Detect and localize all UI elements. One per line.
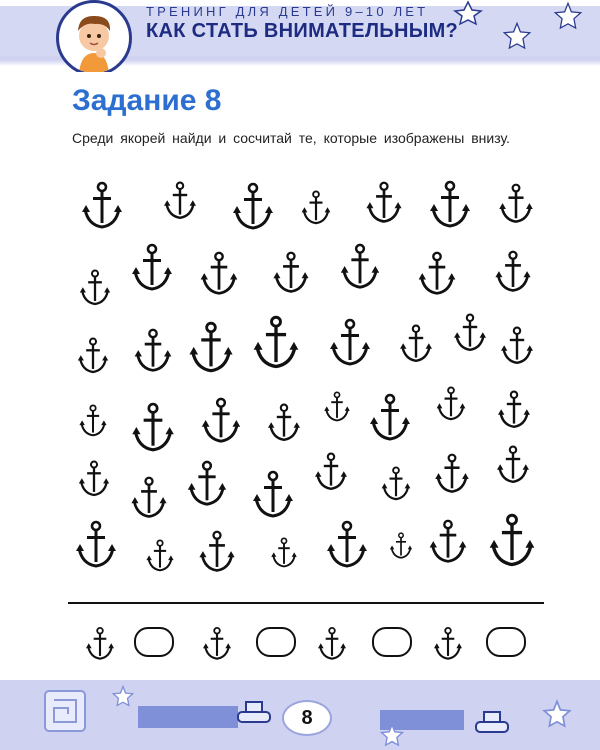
star-icon <box>378 722 406 750</box>
anchor-icon <box>490 515 535 564</box>
anchor-icon <box>254 317 299 366</box>
anchor-icon <box>273 253 308 292</box>
header-title: КАК СТАТЬ ВНИМАТЕЛЬНЫМ? <box>146 20 459 42</box>
anchor-icon <box>164 183 196 218</box>
anchor-icon <box>315 454 347 489</box>
sample-anchor-icon <box>318 628 346 659</box>
anchor-icon <box>499 185 533 222</box>
anchor-icon <box>268 405 300 440</box>
anchor-icon <box>80 271 110 304</box>
anchor-icon <box>82 183 122 227</box>
anchor-icon <box>497 447 529 482</box>
page-number: 8 <box>282 700 332 736</box>
anchor-icon <box>400 326 432 361</box>
task-title: Задание 8 <box>72 84 222 117</box>
answer-box-3[interactable] <box>372 627 412 657</box>
footer-stripe <box>138 706 238 728</box>
anchor-icon <box>188 462 226 504</box>
anchor-icon <box>501 328 533 363</box>
anchor-icon <box>366 183 401 222</box>
anchor-icon <box>382 467 411 499</box>
anchor-icon <box>79 405 106 435</box>
anchor-icon <box>189 323 232 371</box>
anchor-icon <box>135 330 172 370</box>
anchor-icon <box>435 455 469 492</box>
anchor-icon <box>271 538 297 566</box>
anchor-icon <box>454 315 486 350</box>
answer-box-1[interactable] <box>134 627 174 657</box>
answer-box-2[interactable] <box>256 627 296 657</box>
anchor-icon <box>330 320 370 364</box>
anchor-icon <box>495 252 530 291</box>
anchor-icon <box>76 522 116 566</box>
anchor-icon <box>430 521 467 561</box>
header-subtitle: ТРЕНИНГ ДЛЯ ДЕТЕЙ 9–10 ЛЕТ <box>146 4 429 19</box>
anchor-icon <box>79 462 109 495</box>
anchor-icon <box>327 522 367 566</box>
anchor-icon <box>233 184 273 228</box>
anchor-icon <box>201 253 238 293</box>
star-icon <box>540 698 574 732</box>
sample-anchor-icon <box>203 628 231 659</box>
anchor-icon <box>324 392 350 420</box>
anchor-icon <box>132 245 172 289</box>
anchor-icon <box>498 392 530 427</box>
anchor-icon <box>199 532 234 571</box>
anchor-icon <box>437 387 466 419</box>
anchor-icon <box>202 399 240 441</box>
sample-anchor-icon <box>86 628 114 659</box>
anchor-icon <box>370 395 410 439</box>
anchor-icon <box>131 478 166 517</box>
answer-box-4[interactable] <box>486 627 526 657</box>
anchor-icon <box>302 191 331 223</box>
anchor-icon <box>419 253 456 293</box>
anchor-icon <box>78 339 108 372</box>
task-instruction: Среди якорей найди и сосчитай те, которые изображены внизу. <box>72 130 510 146</box>
star-icon <box>110 684 136 710</box>
anchor-icon <box>430 182 470 226</box>
maze-icon <box>40 686 90 736</box>
anchor-icon <box>132 404 174 450</box>
anchor-icon <box>146 540 173 570</box>
anchor-icon <box>341 245 379 287</box>
ship-icon <box>232 690 276 730</box>
divider-line <box>68 602 544 604</box>
anchor-icon <box>390 533 412 558</box>
sample-anchor-icon <box>434 628 462 659</box>
ship-icon <box>470 700 514 740</box>
anchor-icon <box>253 472 293 516</box>
